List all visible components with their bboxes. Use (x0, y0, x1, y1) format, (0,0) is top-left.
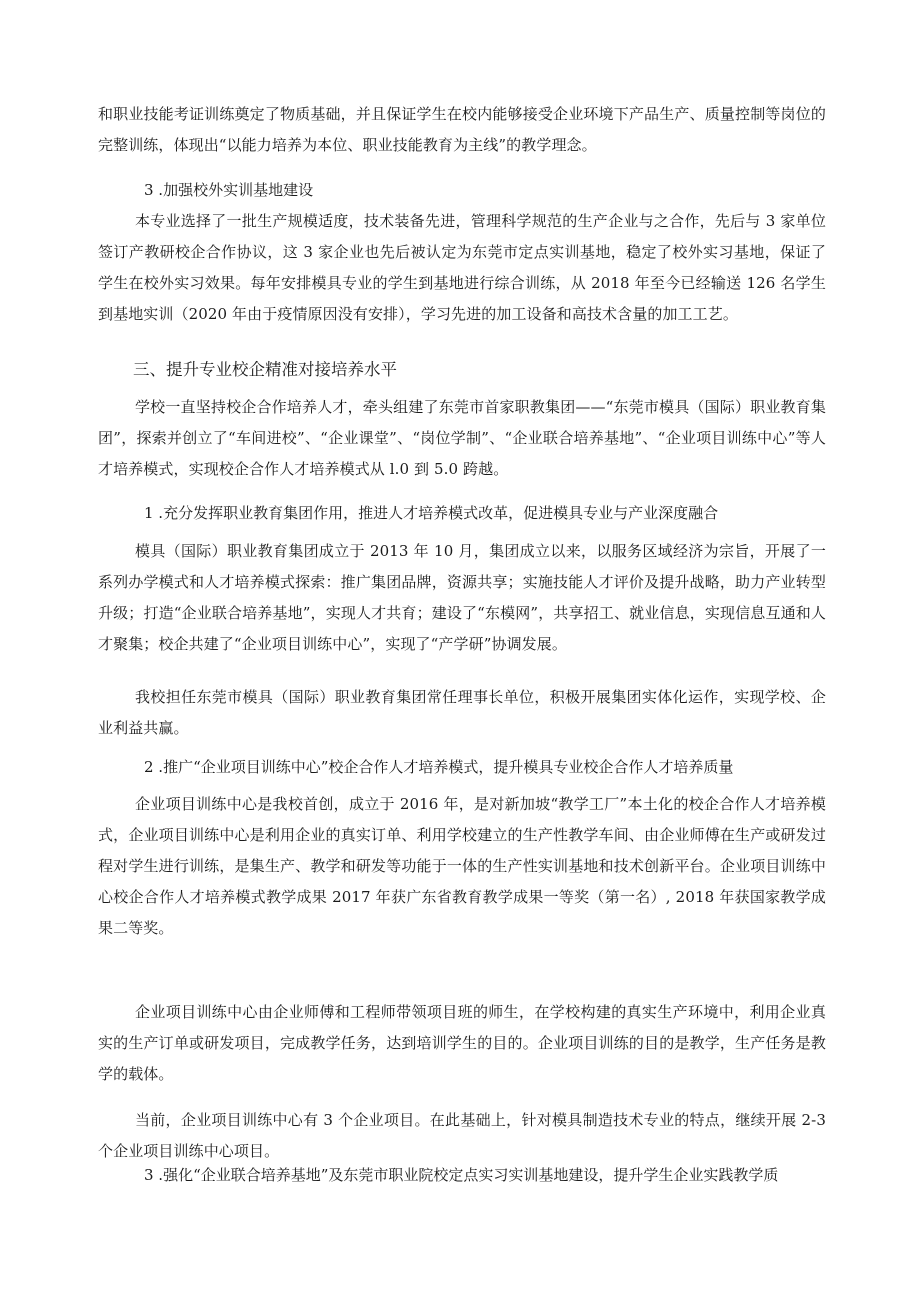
paragraph-top: 和职业技能考证训练奠定了物质基础，并且保证学生在校内能够接受企业环境下产品生产、质量控制等岗位的完整训练，体现出“以能力培养为本位、职业技能教育为主线”的教学理念。 (98, 105, 826, 154)
paragraph-intro: 学校一直坚持校企合作培养人才，牵头组建了东莞市首家职教集团——“东莞市模具（国际）职业教育集团”，探索并创立了“车间进校”、“企业课堂”、“岗位学制”、“企业联合培养基地”、“企业项目训练中心”等人才培养模式，实现校企合作人才培养模式从 l.0 到 5.0 跨越。 (98, 398, 826, 478)
subheading-3-last: 3 .强化“企业联合培养基地”及东莞市职业院校定点实习实训基地建设，提升学生企业实践教学质 (144, 1166, 779, 1184)
subheading-outside-base: 3 .加强校外实训基地建设 (144, 181, 314, 199)
paragraph-center-1: 企业项目训练中心是我校首创，成立于 2016 年，是对新加坡“教学工厂”本土化的校企合作人才培养模式，企业项目训练中心是利用企业的真实订单、利用学校建立的生产性教学车间、由企业师傅在生产或研发过程对学生进行训练，是集生产、教学和研发等功能于一体的生产性实训基地和技术创新平台。企业项目训练中心校企合作人才培养模式教学成果 2017 年获广东省教育教学成果一等奖（第一名）, 2018 年获国家教学成果二等奖。 (98, 795, 826, 937)
paragraph-group: 模具（国际）职业教育集团成立于 2013 年 10 月，集团成立以来，以服务区域经济为宗旨，开展了一系列办学模式和人才培养模式探索：推广集团品牌，资源共享；实施技能人才评价及提升战略，助力产业转型升级；打造“企业联合培养基地”，实现人才共育；建设了“东模网”，共享招工、就业信息，实现信息互通和人才聚集；校企共建了“企业项目训练中心”，实现了“产学研”协调发展。 (98, 542, 826, 653)
paragraph-chair: 我校担任东莞市模具（国际）职业教育集团常任理事长单位，积极开展集团实体化运作，实现学校、企业利益共赢。 (98, 688, 826, 737)
subheading-1: 1 .充分发挥职业教育集团作用，推进人才培养模式改革，促进模具专业与产业深度融合 (144, 504, 719, 522)
paragraph-outside-base: 本专业选择了一批生产规模适度，技术装备先进，管理科学规范的生产企业与之合作，先后与 3 家单位签订产教研校企合作协议，这 3 家企业也先后被认定为东莞市定点实训基地，稳定了校外实习基地，保证了学生在校外实习效果。每年安排模具专业的学生到基地进行综合训练，从 2018 年至今已经输送 126 名学生到基地实训（2020 年由于疫情原因没有安排），学习先进的加工设备和高技术含量的加工工艺。 (98, 212, 826, 323)
paragraph-center-3: 当前，企业项目训练中心有 3 个企业项目。在此基础上，针对模具制造技术专业的特点，继续开展 2-3 个企业项目训练中心项目。 (98, 1111, 826, 1160)
paragraph-center-2: 企业项目训练中心由企业师傅和工程师带领项目班的师生，在学校构建的真实生产环境中，利用企业真实的生产订单或研发项目，完成教学任务，达到培训学生的目的。企业项目训练的目的是教学，生产任务是教学的载体。 (98, 1003, 826, 1083)
section-heading-3: 三、提升专业校企精准对接培养水平 (133, 360, 397, 379)
subheading-2: 2 .推广“企业项目训练中心”校企合作人才培养模式，提升模具专业校企合作人才培养质量 (144, 758, 734, 776)
